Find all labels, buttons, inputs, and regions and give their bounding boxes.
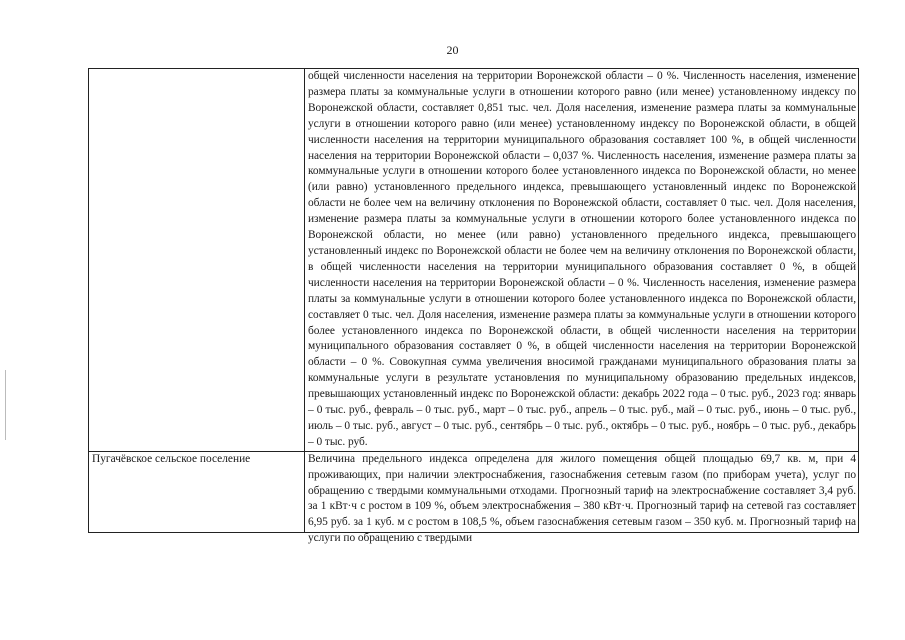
page-number: 20 <box>446 43 459 57</box>
description-text: Величина предельного индекса определена для жилого помещения общей площадью 69,7 кв. м, при 4 проживающих, при наличии электроснабжения, газоснабжения сетевым газом (по приборам учета), услуг по обращению с твердыми коммунальными отходами. Прогнозный тариф на электроснабжение составляет 3,4 руб. за 1 кВт·ч с ростом в 109 %, объем электроснабжения – 380 кВт·ч. Прогнозный тариф на сетевой газ составляет 6,95 руб. за 1 куб. м с ростом в 108,5 %, объем газоснабжения сетевым газом – 350 куб. м. Прогнозный тариф на услуги по обращению с твердыми <box>308 452 856 545</box>
settlement-name: Пугачёвское сельское поселение <box>92 452 251 465</box>
table-row <box>89 69 859 452</box>
settlement-cell <box>89 451 305 532</box>
description-cell <box>305 69 859 452</box>
scan-edge-mark <box>5 370 6 440</box>
table-row <box>89 451 859 532</box>
description-text: общей численности населения на территории Воронежской области – 0 %. Численность населения, изменение размера платы за коммунальные услуги в отношении которого равно (или менее) установленному индексу по Воронежской области, составляет 0,851 тыс. чел. Доля населения, изменение размера платы за коммунальные услуги в отношении которого равно (или менее) установленному индексу по Воронежской области, в общей численности населения на территории муниципального образования составляет 100 %, в общей численности населения на территории Воронежской области – 0,037 %. Численность населения, изменение размера платы за коммунальные услуги в отношении которого более установленного индекса по Воронежской области, но менее (или равно) установленного предельного индекса, превышающего установленный индекс по Воронежской области не более чем на величину отклонения по Воронежской области, составляет 0 тыс. чел. Доля населения, изменение размера платы за коммунальные услуги в отношении которого более установленного индекса по Воронежской области, но менее (или равно) установленного предельного индекса, превышающего установленный индекс по Воронежской области не более чем на величину отклонения по Воронежской области, в общей численности населения на территории муниципального образования составляет 0 %, в общей численности населения на территории Воронежской области – 0 %. Численность населения, изменение размера платы за коммунальные услуги в отношении которого более установленного индекса по Воронежской области, составляет 0 тыс. чел. Доля населения, изменение размера платы за коммунальные услуги в отношении которого более установленного индекса по Воронежской области, в общей численности населения на территории муниципального образования составляет 0 %, в общей численности населения на территории Воронежской области – 0 %. Совокупная сумма увеличения вносимой гражданами муниципального образования платы за коммунальные услуги в результате установления по муниципальному образованию предельных индексов, превышающих установленный индекс по Воронежской области: декабрь 2022 года – 0 тыс. руб., 2023 год: январь – 0 тыс. руб., февраль – 0 тыс. руб., март – 0 тыс. руб., апрель – 0 тыс. руб., май – 0 тыс. руб., июнь – 0 тыс. руб., июль – 0 тыс. руб., август – 0 тыс. руб., сентябрь – 0 тыс. руб., октябрь – 0 тыс. руб., ноябрь – 0 тыс. руб., декабрь – 0 тыс. руб. <box>308 70 856 448</box>
description-cell <box>305 451 859 545</box>
settlement-cell <box>89 69 305 452</box>
document-table <box>88 68 859 545</box>
description-clip <box>308 452 856 545</box>
